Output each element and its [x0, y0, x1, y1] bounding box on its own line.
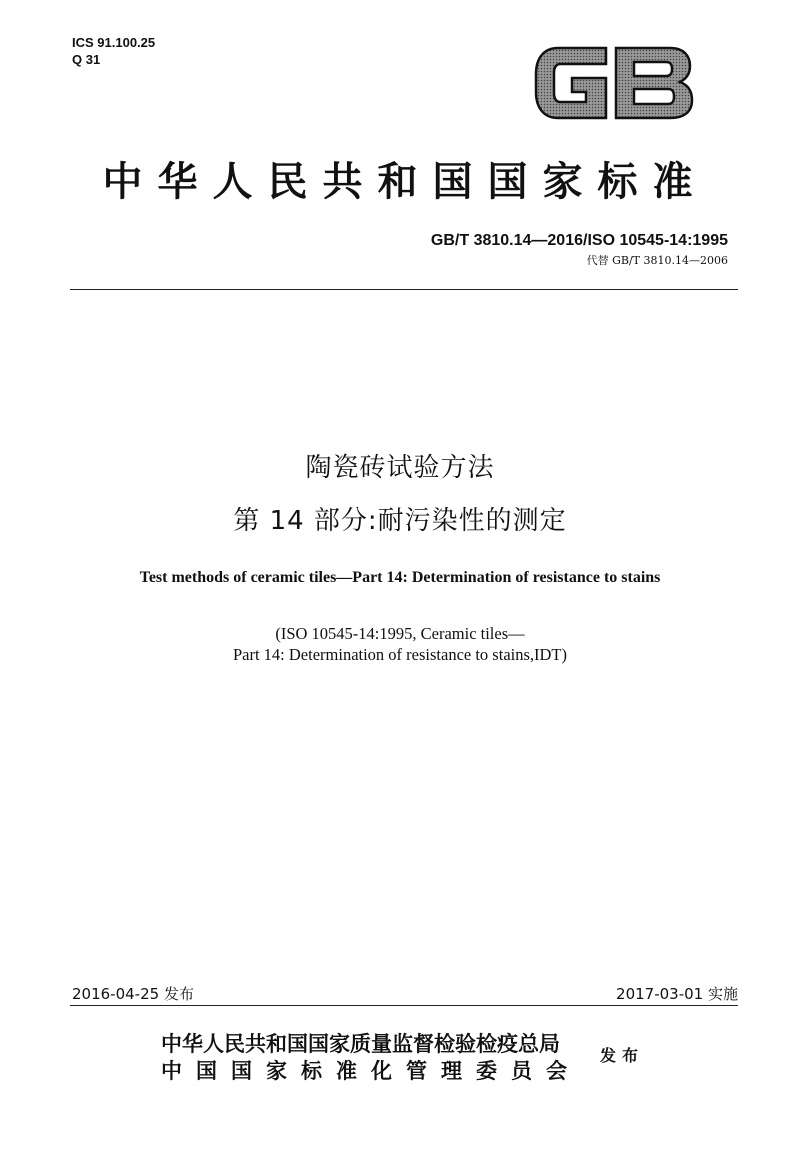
ics-code: ICS 91.100.25	[72, 35, 156, 50]
top-divider	[70, 289, 738, 290]
iso-reference-line1: (ISO 10545-14:1995, Ceramic tiles—	[275, 624, 525, 643]
issue-date: 2016-04-25 发布	[72, 985, 194, 1003]
implementation-date: 2017-03-01 实施	[616, 985, 738, 1003]
classification-codes	[72, 34, 155, 68]
gb-logo	[528, 40, 698, 126]
replaces-standard: 代替 GB/T 3810.14—2006	[586, 254, 728, 267]
issuer-sac: 中国国家标准化管理委员会	[161, 1058, 581, 1083]
issuer-aqsiq: 中华人民共和国国家质量监督检验检疫总局	[161, 1031, 560, 1056]
issue-label: 发布	[600, 1046, 645, 1065]
document-title-cn-line2: 第 14 部分:耐污染性的测定	[233, 506, 567, 536]
document-title-en: Test methods of ceramic tiles—Part 14: Determination of resistance to stains	[139, 569, 661, 586]
bottom-divider	[70, 1005, 738, 1006]
document-title-cn-line1: 陶瓷砖试验方法	[305, 453, 495, 483]
ccs-code: Q 31	[72, 52, 101, 67]
standard-number: GB/T 3810.14—2016/ISO 10545-14:1995	[430, 232, 728, 249]
iso-reference-line2: Part 14: Determination of resistance to stains,IDT)	[232, 645, 568, 664]
national-standard-title: 中华人民共和国国家标准	[102, 158, 708, 205]
